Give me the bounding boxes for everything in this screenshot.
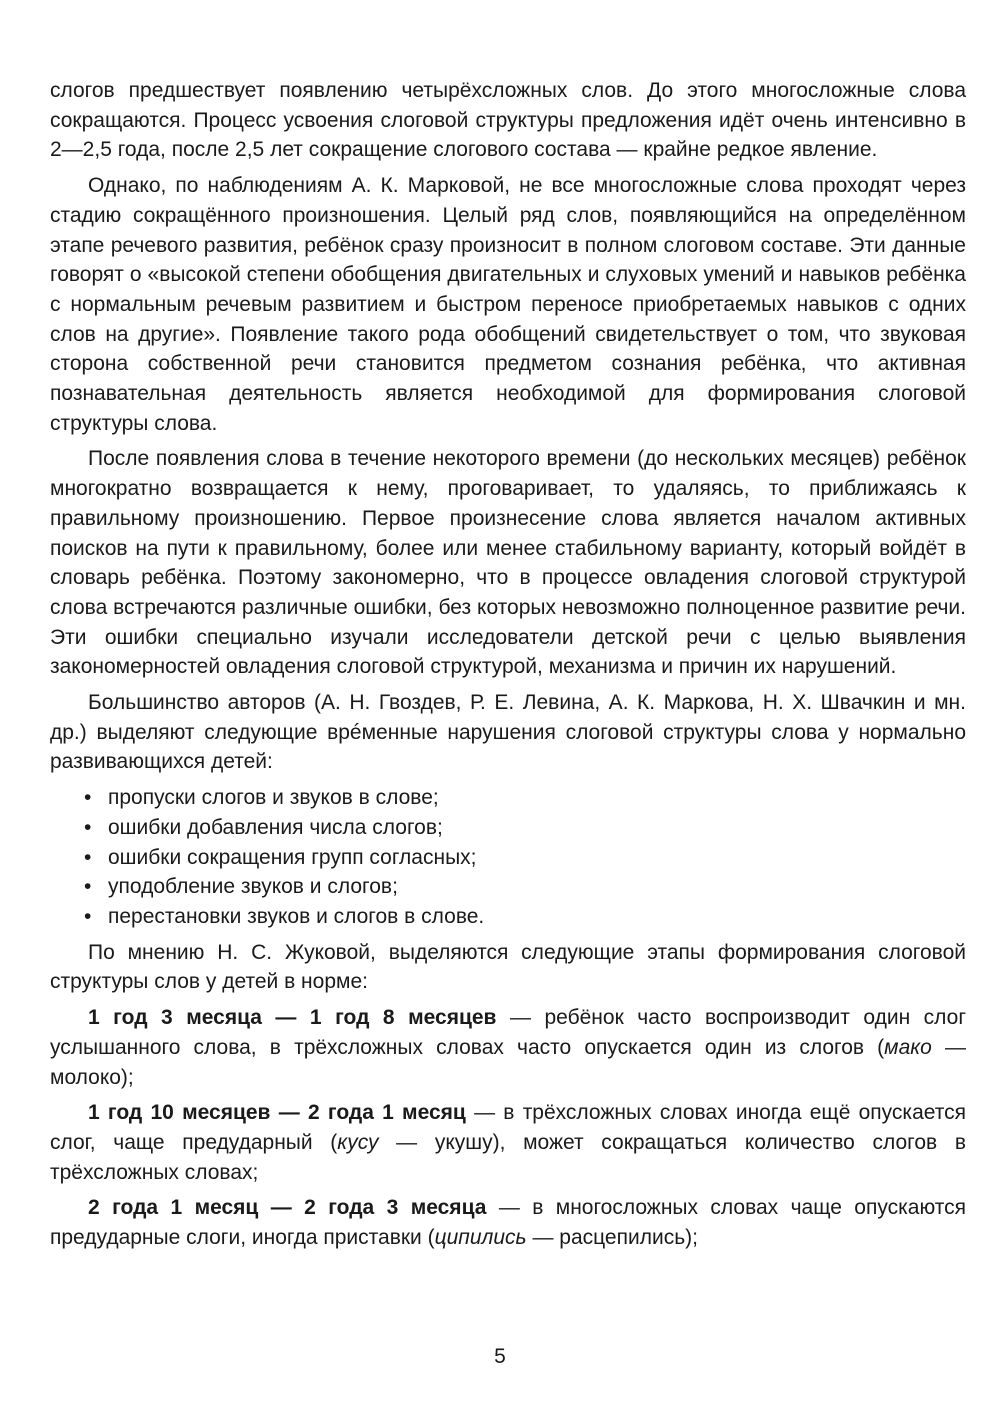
stage-text: — в многосложных словах чаще опускаются предударные слоги, иногда приставки (	[50, 1196, 966, 1250]
violations-list	[50, 783, 966, 932]
list-item	[50, 843, 966, 873]
list-item-text: перестановки звуков и слогов в слове.	[108, 904, 485, 928]
stage-text: — укушу), может сокращаться количество слогов в трёхсложных словах;	[50, 1130, 966, 1184]
stage-example: мако	[884, 1035, 932, 1059]
list-item-text: ошибки добавления числа слогов;	[108, 815, 443, 839]
bullet-icon: •	[84, 786, 92, 810]
bullet-icon: •	[84, 875, 92, 899]
list-item-text: ошибки сокращения групп согласных;	[108, 845, 477, 869]
stage-period: 1 год 10 месяцев — 2 года 1 месяц	[88, 1101, 466, 1125]
stage-paragraph	[50, 1193, 966, 1252]
bullet-icon: •	[84, 815, 92, 839]
stage-text: — ребёнок часто воспроизводит один слог услышанного слова, в трёхсложных словах часто опускается один из слогов (	[50, 1006, 966, 1059]
list-item	[50, 783, 966, 813]
paragraph: Большинство авторов (А. Н. Гвоздев, Р. Е. Левина, А. К. Маркова, Н. Х. Швачкин и мн. др.) выделяют следующие врéменные нарушения слоговой структуры слова у нормально развивающихся детей:	[50, 691, 966, 774]
stage-text: — в трёхсложных словах иногда ещё опускается слог, чаще предударный (	[50, 1101, 966, 1154]
list-item-text: уподобление звуков и слогов;	[108, 875, 398, 899]
stage-text: — расцепились);	[526, 1226, 698, 1250]
list-item	[50, 902, 966, 932]
paragraph: По мнению Н. С. Жуковой, выделяются следующие этапы формирования слоговой структуры слов у детей в норме:	[50, 940, 966, 994]
stage-period: 2 года 1 месяц — 2 года 3 месяца	[88, 1196, 487, 1220]
paragraph: После появления слова в течение некоторого времени (до нескольких месяцев) ребёнок многократно возвращается к нему, проговаривает, то удаляясь, то приближаясь к правильному произношению. Первое произнесение слова является началом активных поисков на пути к правильному, более или менее стабильному варианту, который войдёт в словарь ребёнка. Поэтому закономерно, что в процессе овладения слоговой структурой слова встречаются различные ошибки, без которых невозможно полноценное развитие речи. Эти ошибки специально изучали исследователи детской речи с целью выявления закономерностей овладения слоговой структурой, механизма и причин их нарушений.	[50, 447, 966, 679]
paragraph: Однако, по наблюдениям А. К. Марковой, не все многосложные слова проходят через стадию сокращённого произношения. Целый ряд слов, появляющийся на определённом этапе речевого развития, ребёнок сразу произносит в полном слоговом составе. Эти данные говорят о «высокой степени обобщения двигательных и слуховых умений и навыков ребёнка с нормальным речевым развитием и быстром переносе приобретаемых навыков с одних слов на другие». Появление такого рода обобщений свидетельствует о том, что звуковая сторона собственной речи становится предметом сознания ребёнка, что активная познавательная деятельность является необходимой для формирования слоговой структуры слова.	[50, 174, 966, 435]
stage-paragraph	[50, 1003, 966, 1092]
stage-example: ципились	[434, 1226, 527, 1250]
stage-period: 1 год 3 месяца — 1 год 8 месяцев	[88, 1006, 497, 1030]
page-number: 5	[494, 1345, 506, 1368]
page-body	[50, 76, 966, 1259]
bullet-icon: •	[84, 904, 92, 928]
stage-paragraph	[50, 1098, 966, 1187]
stage-text: — молоко);	[50, 1035, 966, 1089]
paragraph: слогов предшествует появлению четырёхсложных слов. До этого многосложные слова сокращаются. Процесс усвоения слоговой структуры предложения идёт очень интенсивно в 2—2,5 года, после 2,5 лет сокращение слогового состава — крайне редкое явление.	[50, 79, 966, 162]
list-item-text: пропуски слогов и звуков в слове;	[108, 786, 439, 810]
list-item	[50, 813, 966, 843]
list-item	[50, 872, 966, 902]
bullet-icon: •	[84, 845, 92, 869]
stage-example: кусу	[337, 1130, 379, 1154]
